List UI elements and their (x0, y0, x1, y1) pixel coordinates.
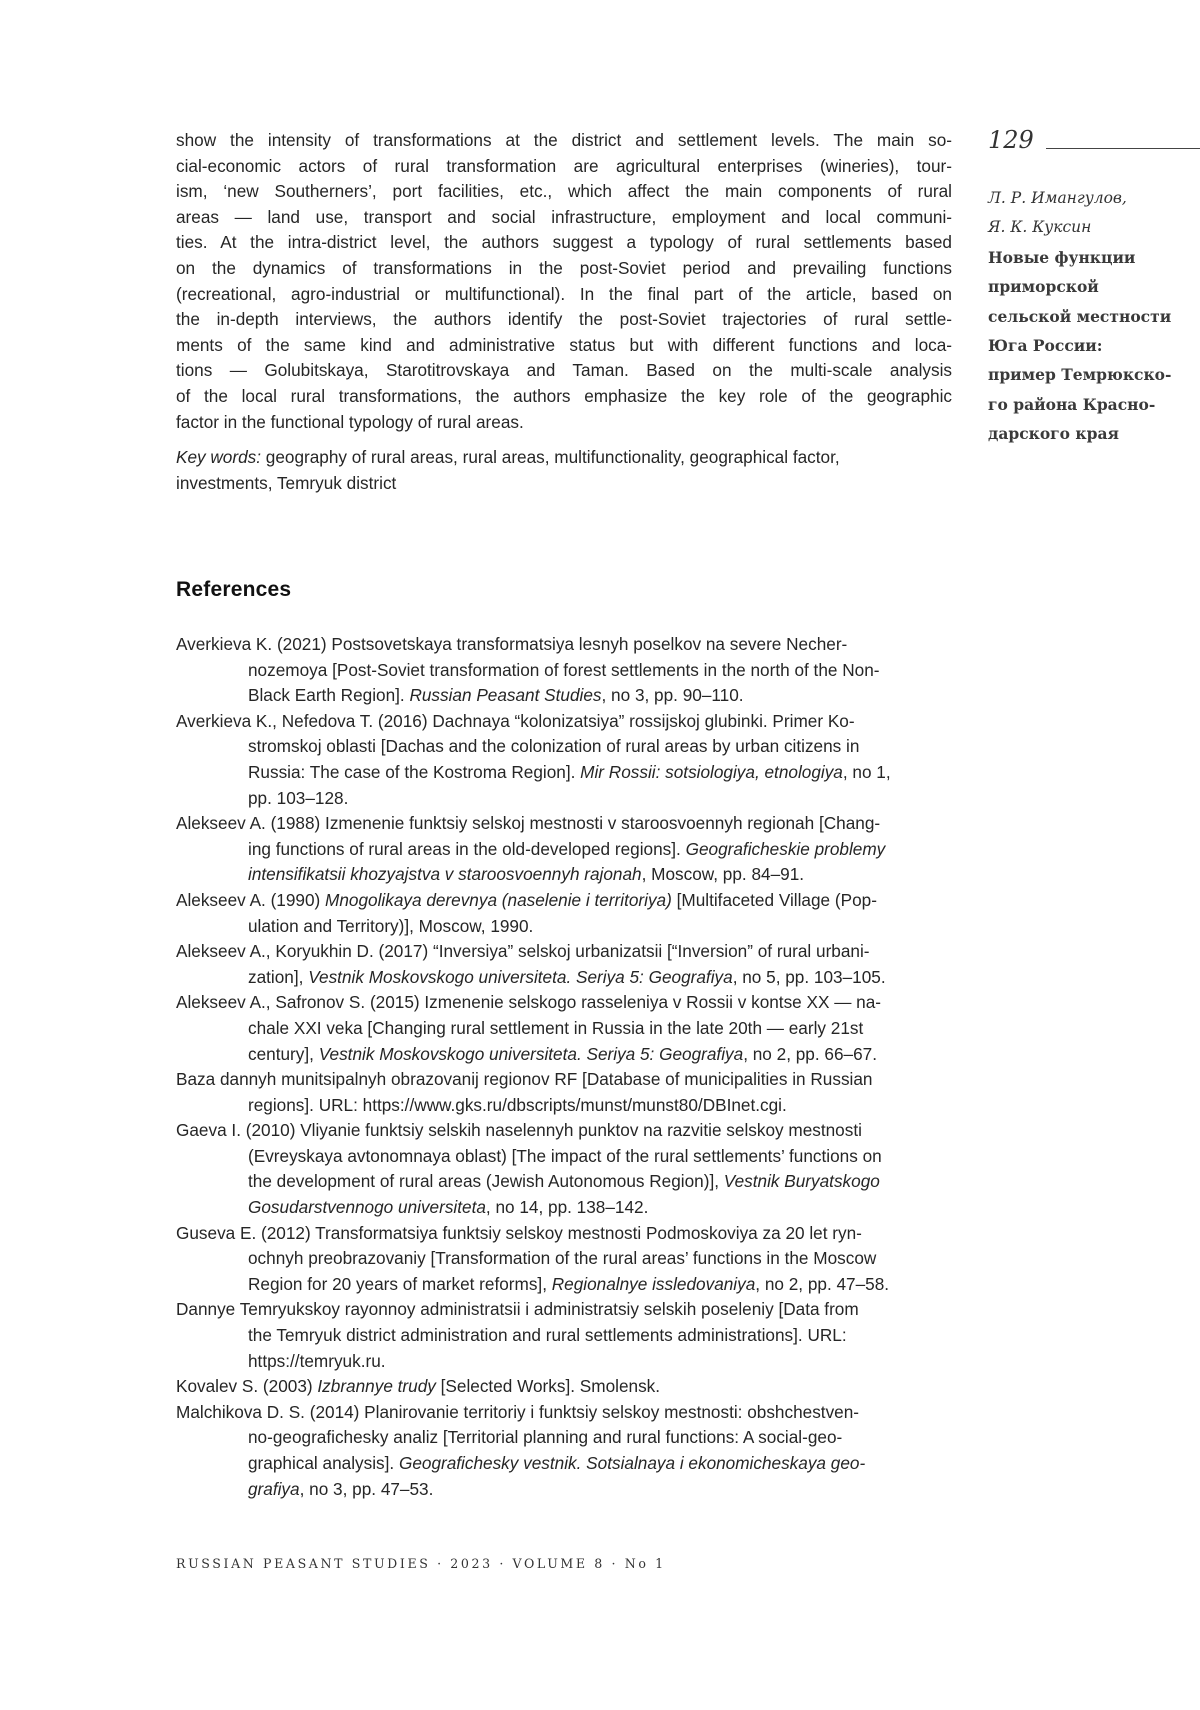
reference-line (176, 1425, 966, 1451)
sidebar-article-title (988, 243, 1200, 449)
references-list (176, 632, 966, 1502)
reference-text: chale XXI veka [Changing rural settlement in Russia in the late 20th — early 21st (248, 1017, 864, 1038)
reference-text: [Multifaceted Village (Pop- (671, 889, 877, 910)
reference-text: , no 1, (842, 761, 891, 782)
sidebar-title-line: сельской местности (988, 306, 1172, 326)
reference-line (176, 1297, 966, 1323)
abstract-paragraph (176, 128, 952, 435)
reference-item (176, 709, 966, 811)
reference-line (176, 658, 966, 684)
reference-text: stromskoj oblasti [Dachas and the colonization of rural areas by urban citizens in (248, 736, 860, 757)
reference-item (176, 1374, 966, 1400)
sidebar-authors (988, 184, 1200, 243)
reference-source-italic: Vestnik Moskovskogo universiteta. Seriya 5: Geografiya (318, 1043, 744, 1064)
abstract-line: the in-depth interviews, the authors identify the post-Soviet trajectories of rural settle- (176, 309, 952, 330)
reference-line (176, 734, 966, 760)
sidebar-title-line: го района Красно- (988, 394, 1156, 414)
reference-line (176, 1042, 966, 1068)
reference-line (176, 1093, 966, 1119)
reference-text: Region for 20 years of market reforms], (248, 1273, 552, 1294)
reference-text: Alekseev A., Koryukhin D. (2017) “Inversiya” selskoj urbanizatsii [“Inversion” of rural urbani- (176, 941, 870, 962)
reference-text: ochnyh preobrazovaniy [Transformation of the rural areas’ functions in the Moscow (248, 1248, 877, 1269)
abstract-line: factor in the functional typology of rural areas. (176, 411, 524, 432)
reference-line (176, 1477, 966, 1503)
reference-text: Alekseev A., Safronov S. (2015) Izmenenie selskogo rasseleniya v Rossii v kontse XX — na- (176, 992, 882, 1013)
reference-line (176, 1323, 966, 1349)
reference-item (176, 632, 966, 709)
abstract-line: (recreational, agro-industrial or multifunctional). In the final part of the article, based on (176, 283, 952, 304)
reference-text: , no 5, pp. 103–105. (732, 966, 886, 987)
reference-item (176, 888, 966, 939)
reference-source-italic: Geografichesky vestnik. Sotsialnaya i ekonomicheskaya geo- (398, 1453, 866, 1473)
reference-text: Guseva E. (2012) Transformatsiya funktsiy selskoy mestnosti Podmoskoviya za 20 let ryn- (176, 1222, 862, 1243)
header-rule (1046, 148, 1200, 149)
reference-text: no-geografichesky analiz [Territorial planning and rural functions: A social-geo- (248, 1427, 843, 1448)
reference-text: , Moscow, pp. 84–91. (641, 864, 805, 885)
reference-line (176, 939, 966, 965)
reference-source-italic: Mnogolikaya derevnya (naselenie i territoriya) (325, 889, 672, 910)
abstract-line: show the intensity of transformations at the district and settlement levels. The main so- (176, 130, 952, 150)
reference-text: Averkieva K., Nefedova T. (2016) Dachnaya “kolonizatsiya” rossijskoj glubinki. Primer Ko- (176, 710, 855, 731)
reference-text: ing functions of rural areas in the old-developed regions]. (248, 838, 686, 859)
reference-item (176, 939, 966, 990)
reference-line (176, 1067, 966, 1093)
reference-source-italic: grafiya (248, 1478, 300, 1499)
abstract-line: tions — Golubitskaya, Starotitrovskaya and Taman. Based on the multi-scale analysis (176, 360, 952, 381)
reference-line (176, 683, 966, 709)
reference-line (176, 786, 966, 812)
main-column (176, 128, 952, 496)
abstract-line: of the local rural transformations, the authors emphasize the key role of the geographic (176, 385, 952, 406)
reference-text: Black Earth Region]. (248, 685, 410, 706)
abstract-line: ism, ‘new Southerners’, port facilities, etc., which affect the main components of rural (176, 181, 952, 202)
page-number-row (988, 126, 1200, 154)
reference-text: Kovalev S. (2003) (176, 1376, 318, 1397)
keywords-line (176, 445, 952, 471)
reference-text: [Selected Works]. Smolensk. (435, 1376, 661, 1397)
reference-item (176, 1221, 966, 1298)
reference-text: (Evreyskaya avtonomnaya oblast) [The impact of the rural settlements’ functions on (248, 1145, 882, 1166)
reference-text: graphical analysis]. (248, 1453, 399, 1473)
reference-text: the Temryuk district administration and rural settlements administrations]. URL: (248, 1325, 847, 1346)
reference-text: Gaeva I. (2010) Vliyanie funktsiy selskih naselennyh punktov na razvitie selskoy mestnosti (176, 1120, 862, 1141)
abstract-line: areas — land use, transport and social infrastructure, employment and local communi- (176, 206, 952, 227)
reference-item (176, 1400, 966, 1502)
reference-line (176, 1451, 966, 1477)
reference-text: , no 2, pp. 66–67. (743, 1043, 877, 1064)
sidebar-title-line: дарского края (988, 424, 1119, 444)
sidebar-title-line: приморской (988, 277, 1099, 297)
reference-line (176, 1169, 966, 1195)
reference-line (176, 1118, 966, 1144)
abstract-line: ments of the same kind and administrative status but with different functions and loca- (176, 334, 952, 355)
references-heading: References (176, 578, 292, 601)
running-header-sidebar (988, 126, 1200, 449)
abstract-line: ties. At the intra-district level, the authors suggest a typology of rural settlements based (176, 232, 952, 253)
reference-text: , no 3, pp. 47–53. (299, 1478, 434, 1499)
reference-line (176, 837, 966, 863)
reference-text: Malchikova D. S. (2014) Planirovanie territoriy i funktsiy selskoy mestnosti: obshchestven- (176, 1401, 860, 1422)
reference-source-italic: intensifikatsii khozyajstva v staroosvoennyh rajonah (248, 864, 642, 885)
reference-text: Alekseev A. (1988) Izmenenie funktsiy selskoj mestnosti v staroosvoennyh regionah [Chang- (176, 813, 881, 834)
reference-line (176, 1349, 966, 1375)
reference-item (176, 990, 966, 1067)
reference-item (176, 1118, 966, 1220)
reference-text: regions]. URL: https://www.gks.ru/dbscripts/munst/munst80/DBInet.cgi. (248, 1094, 787, 1115)
reference-text: nozemoya [Post-Soviet transformation of forest settlements in the north of the Non- (248, 659, 880, 680)
reference-line (176, 990, 966, 1016)
sidebar-title-line: Новые функции (988, 247, 1136, 267)
reference-line (176, 965, 966, 991)
reference-line (176, 1400, 966, 1426)
keywords-line: investments, Temryuk district (176, 472, 397, 493)
reference-line (176, 1195, 966, 1221)
reference-source-italic: Gosudarstvennogo universiteta (248, 1197, 486, 1218)
sidebar-title-line: Юга России: (988, 336, 1103, 356)
reference-source-italic: Izbrannye trudy (317, 1376, 436, 1397)
reference-item (176, 1067, 966, 1118)
reference-line (176, 709, 966, 735)
keywords-label: Key words: (176, 447, 262, 468)
reference-text: the development of rural areas (Jewish Autonomous Region)], (248, 1171, 724, 1192)
keywords-text: geography of rural areas, rural areas, multifunctionality, geographical factor, (261, 447, 840, 468)
page-number: 129 (988, 126, 1034, 154)
reference-text: zation], (248, 966, 309, 987)
reference-text: ulation and Territory)], Moscow, 1990. (248, 915, 534, 936)
reference-text: Russia: The case of the Kostroma Region]. (248, 761, 581, 782)
reference-item (176, 1297, 966, 1374)
reference-line (176, 1016, 966, 1042)
keywords-paragraph (176, 445, 952, 496)
sidebar-author: Я. К. Куксин (988, 218, 1092, 237)
reference-line (176, 1221, 966, 1247)
reference-line (176, 632, 966, 658)
reference-line (176, 914, 966, 940)
reference-source-italic: Mir Rossii: sotsiologiya, etnologiya (580, 761, 843, 782)
reference-line (176, 760, 966, 786)
abstract-line: on the dynamics of transformations in the post-Soviet period and prevailing functions (176, 257, 952, 278)
reference-text: Baza dannyh munitsipalnyh obrazovanij regionov RF [Database of municipalities in Russian (176, 1069, 873, 1090)
reference-source-italic: Regionalnye issledovaniya (551, 1273, 756, 1294)
reference-source-italic: Geograficheskie problemy (685, 838, 886, 859)
reference-text: , no 2, pp. 47–58. (755, 1273, 890, 1294)
sidebar-author: Л. Р. Имангулов, (988, 189, 1127, 207)
reference-text: Averkieva K. (2021) Postsovetskaya transformatsiya lesnyh poselkov na severe Necher- (176, 634, 848, 654)
reference-line (176, 811, 966, 837)
reference-item (176, 811, 966, 888)
reference-line (176, 1144, 966, 1170)
reference-text: , no 14, pp. 138–142. (485, 1197, 649, 1218)
reference-text: century], (248, 1043, 319, 1064)
reference-text: , no 3, pp. 90–110. (601, 685, 744, 706)
reference-line (176, 1374, 966, 1400)
reference-text: Dannye Temryukskoy rayonnoy administratsii i administratsiy selskih poseleniy [Data from (176, 1299, 859, 1320)
reference-text: Alekseev A. (1990) (176, 889, 326, 910)
reference-line (176, 862, 966, 888)
reference-line (176, 1272, 966, 1298)
reference-source-italic: Vestnik Moskovskogo universiteta. Seriya 5: Geografiya (308, 966, 733, 987)
reference-source-italic: Vestnik Buryatskogo (723, 1171, 880, 1192)
reference-text: https://temryuk.ru. (248, 1350, 386, 1371)
sidebar-title-line: пример Темрюкско- (988, 365, 1172, 385)
abstract-line: cial-economic actors of rural transformation are agricultural enterprises (wineries), tour- (176, 155, 952, 176)
reference-line (176, 1246, 966, 1272)
reference-text: pp. 103–128. (248, 787, 349, 808)
reference-line (176, 888, 966, 914)
journal-footer: RUSSIAN PEASANT STUDIES · 2023 · VOLUME 8 · No 1 (176, 1556, 666, 1571)
reference-source-italic: Russian Peasant Studies (409, 685, 602, 706)
